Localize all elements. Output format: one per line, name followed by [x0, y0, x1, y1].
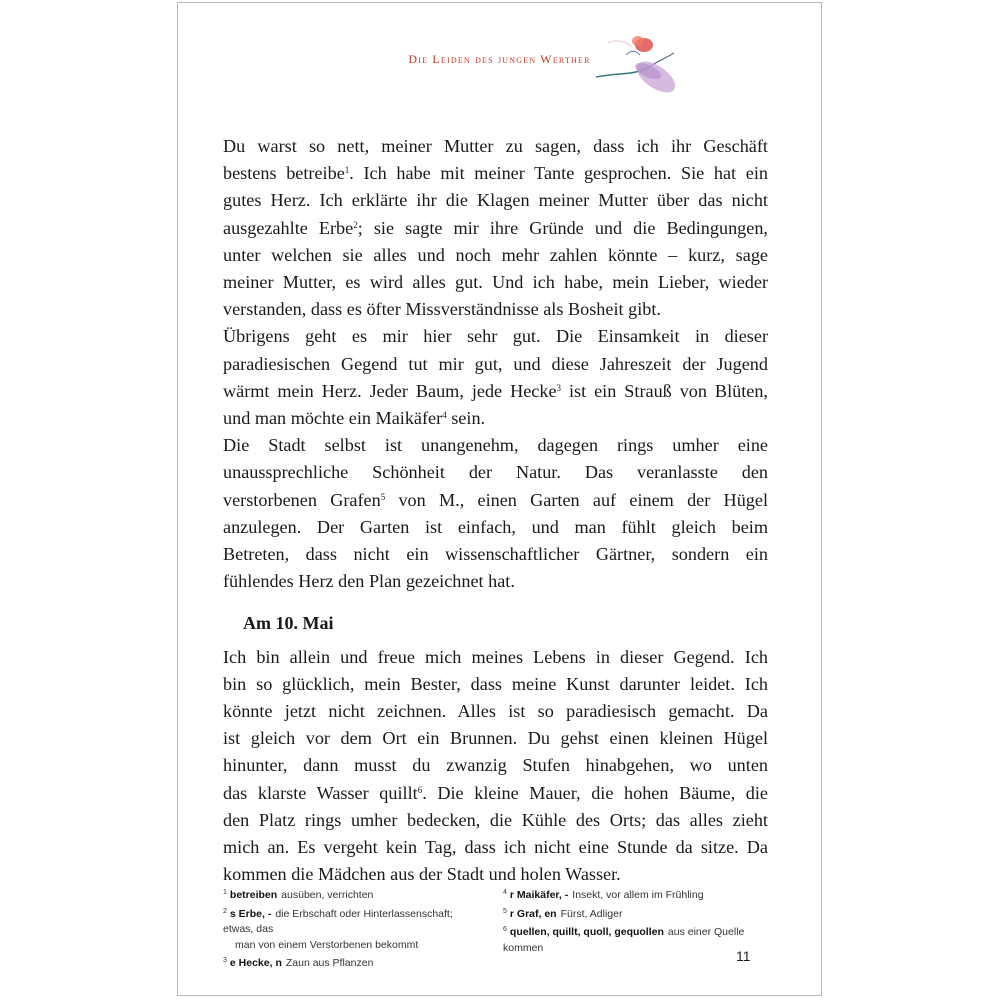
- footnote-marker: 1: [344, 165, 350, 176]
- running-header: [178, 50, 821, 68]
- page-number: 11: [736, 948, 751, 964]
- text-line: könnte jetzt nicht zeichnen. Alles ist so paradiesisch gemacht. Da: [223, 701, 768, 722]
- footnote-marker: 3: [556, 382, 562, 393]
- footnotes-right-column: [503, 885, 778, 956]
- footnote-marker: 6: [417, 784, 423, 795]
- footnote: $^3$ e Hecke, n Zaun aus Pflanzen: [223, 957, 374, 969]
- text-line: wärmt mein Herz. Jeder Baum, jede Hecke$^3$ ist ein Strauß von Blüten,: [223, 380, 768, 401]
- footnote: $^6$ quellen, quillt, quoll, gequollen aus einer Quelle kommen: [503, 926, 745, 954]
- text-line: hinunter, dann musst du zwanzig Stufen hinabgehen, wo unten: [223, 755, 768, 776]
- footnote: $^2$ s Erbe, - die Erbschaft oder Hinterlassenschaft; etwas, das: [223, 907, 453, 935]
- text-line: verstanden, dass es öfter Missverständnisse als Bosheit gibt.: [223, 299, 661, 320]
- paragraph: [223, 323, 768, 432]
- text-line: Die Stadt selbst ist unangenehm, dagegen rings umher eine: [223, 435, 768, 456]
- footnotes-left-column: [223, 885, 468, 972]
- text-line: meiner Mutter, es wird alles gut. Und ich habe, mein Lieber, wieder: [223, 272, 768, 293]
- text-line: das klarste Wasser quillt$^6$. Die kleine Mauer, die hohen Bäume, die: [223, 782, 768, 803]
- text-line: den Platz rings umher bedecken, die Kühle des Orts; das alles zieht: [223, 809, 768, 830]
- text-line: Übrigens geht es mir hier sehr gut. Die Einsamkeit in dieser: [223, 326, 768, 347]
- text-line: unaussprechliche Schönheit der Natur. Das veranlasste den: [223, 462, 768, 483]
- text-line: fühlendes Herz den Plan gezeichnet hat.: [223, 571, 515, 592]
- text-line: verstorbenen Grafen$^5$ von M., einen Garten auf einem der Hügel: [223, 489, 769, 510]
- text-line: Betreten, dass nicht ein wissenschaftlicher Gärtner, sondern ein: [223, 544, 768, 565]
- text-line: und man möchte ein Maikäfer$^4$ sein.: [223, 408, 486, 429]
- footnote: $^5$ r Graf, en Fürst, Adliger: [503, 907, 623, 920]
- text-line: gutes Herz. Ich erklärte ihr die Klagen meiner Mutter über das nicht: [223, 190, 768, 211]
- footnote-continuation: man von einem Verstorbenen bekommt: [235, 938, 419, 951]
- footnote-marker: 2: [353, 219, 358, 230]
- header-title: Die Leiden des jungen Werther: [408, 52, 591, 66]
- footnote-marker: 4: [442, 410, 447, 421]
- text-line: kommen die Mädchen aus der Stadt und holen Wasser.: [223, 864, 621, 885]
- book-page: [177, 2, 822, 996]
- text-line: ausgezahlte Erbe$^2$; sie sagte mir ihre Gründe und die Bedingungen,: [223, 217, 768, 238]
- paragraph: [223, 644, 768, 889]
- text-line: Du warst so nett, meiner Mutter zu sagen, dass ich ihr Geschäft: [223, 136, 768, 156]
- text-line: unter welchen sie alles und noch mehr zahlen könnte – kurz, sage: [223, 244, 768, 265]
- footnote: $^4$ r Maikäfer, - Insekt, vor allem im Frühling: [503, 889, 704, 901]
- text-line: ist gleich vor dem Ort ein Brunnen. Du gehst einen kleinen Hügel: [223, 728, 768, 749]
- text-line: bin so glücklich, mein Bester, dass meine Kunst darunter leidet. Ich: [223, 673, 768, 694]
- footnote: $^1$ betreiben ausüben, verrichten: [223, 889, 374, 901]
- text-line: paradiesischen Gegend tut mir gut, und diese Jahreszeit der Jugend: [223, 353, 768, 374]
- text-line: mich an. Es vergeht kein Tag, dass ich nicht eine Stunde da sitze. Da: [223, 837, 768, 858]
- flower-illustration: [586, 25, 686, 105]
- paragraph: [223, 432, 768, 595]
- text-line: Ich bin allein und freue mich meines Lebens in dieser Gegend. Ich: [223, 646, 768, 667]
- main-text: [223, 133, 768, 888]
- paragraph: [223, 133, 768, 323]
- section-heading: Am 10. Mai: [243, 613, 334, 634]
- text-line: anzulegen. Der Garten ist einfach, und man fühlt gleich beim: [223, 516, 768, 537]
- text-line: bestens betreibe$^1$. Ich habe mit meiner Tante gesprochen. Sie hat ein: [223, 163, 768, 184]
- footnote-marker: 5: [380, 491, 386, 502]
